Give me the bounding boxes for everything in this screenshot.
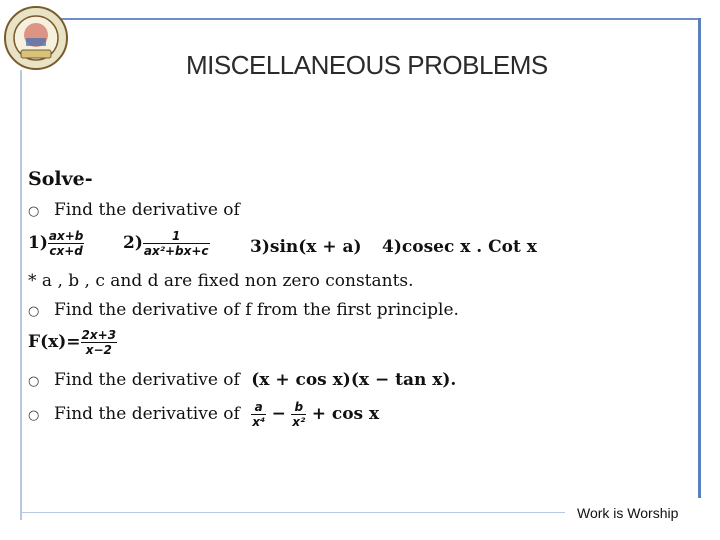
question-3-text: Find the derivative of [54, 370, 240, 390]
problem-2 [123, 229, 210, 258]
problem-4 [382, 237, 537, 257]
slide-frame-bottom [20, 512, 565, 513]
fraction-numerator: b [291, 400, 306, 415]
problem-2-fraction [143, 229, 210, 258]
fraction-denominator: x−2 [85, 343, 112, 357]
college-logo-icon [3, 5, 69, 71]
fraction-numerator: a [251, 400, 266, 415]
problem-4-label: 4) [382, 237, 402, 257]
problem-1 [28, 229, 84, 258]
question-4-tail: + cos x [311, 404, 380, 424]
problem-1-label: 1) [28, 233, 48, 253]
function-label: F(x)= [28, 332, 81, 352]
fraction-numerator: ax+b [48, 229, 84, 243]
fraction-denominator: x² [292, 415, 306, 429]
function-fraction [81, 328, 118, 357]
problem-3-label: 3) [250, 237, 270, 257]
bullet-icon: ○ [28, 304, 40, 319]
question-1-text: Find the derivative of [54, 200, 240, 220]
minus-sign: − [271, 404, 286, 424]
problem-2-label: 2) [123, 233, 143, 253]
function-definition [28, 328, 117, 357]
fraction-numerator: 2x+3 [81, 328, 117, 342]
constants-note: * a , b , c and d are fixed non zero constants. [28, 271, 414, 291]
term-2-fraction [291, 400, 306, 429]
footer-motto: Work is Worship [577, 505, 679, 521]
question-3 [28, 370, 456, 390]
question-4-text: Find the derivative of [54, 404, 240, 424]
term-1-fraction [251, 400, 266, 429]
fraction-denominator: ax²+bx+c [143, 244, 209, 258]
problem-1-fraction [48, 229, 84, 258]
problem-4-expression: cosec x . Cot x [401, 237, 537, 257]
fraction-denominator: x⁴ [252, 415, 266, 429]
fraction-numerator: 1 [143, 229, 210, 244]
question-2-text: Find the derivative of f from the first principle. [54, 300, 459, 320]
bullet-icon: ○ [28, 408, 40, 423]
slide-frame-top [20, 18, 700, 20]
question-1 [28, 200, 240, 220]
solve-heading: Solve- [28, 168, 93, 190]
question-3-expression: (x + cos x)(x − tan x). [251, 370, 457, 390]
question-4 [28, 400, 379, 429]
fraction-denominator: cx+d [49, 244, 83, 258]
question-2 [28, 300, 459, 320]
problem-3 [250, 237, 362, 257]
bullet-icon: ○ [28, 204, 40, 219]
page-title: MISCELLANEOUS PROBLEMS [186, 50, 548, 80]
bullet-icon: ○ [28, 374, 40, 389]
slide-frame-right [698, 18, 701, 498]
problem-3-expression: sin(x + a) [269, 237, 362, 257]
slide-frame-left [20, 70, 22, 520]
